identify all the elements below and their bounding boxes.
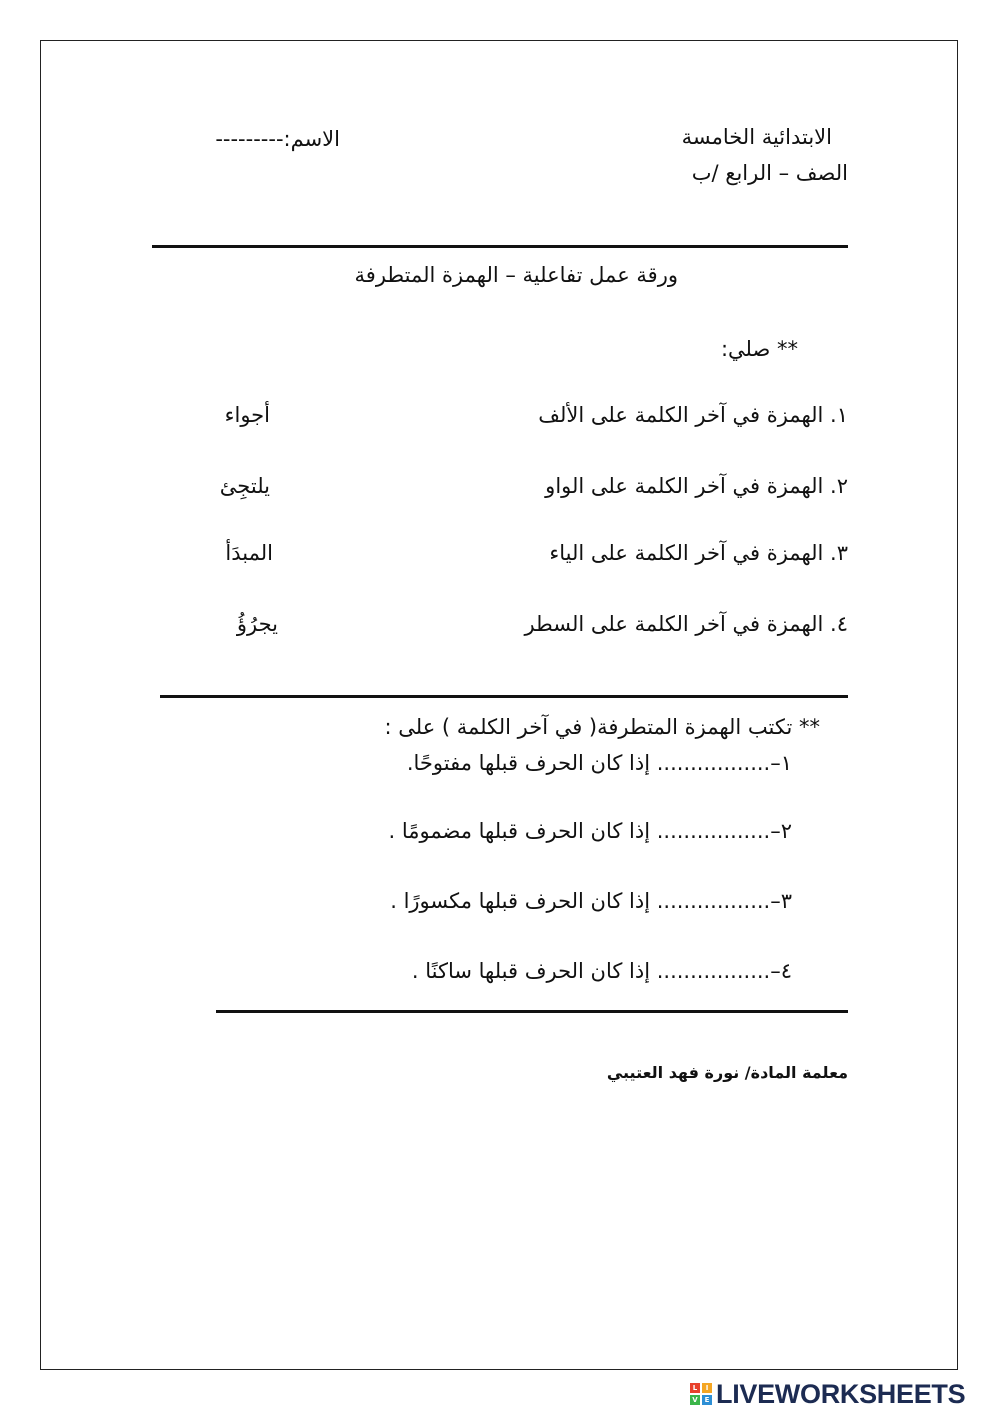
worksheet-title: ورقة عمل تفاعلية – الهمزة المتطرفة	[354, 263, 678, 287]
logo-blocks-icon	[690, 1383, 712, 1405]
fill-item-3[interactable]: ٣–................. إذا كان الحرف قبلها مكسورًا .	[390, 889, 792, 913]
match-word-1[interactable]: أجواء	[224, 403, 270, 427]
logo-block-v: V	[690, 1395, 700, 1405]
student-name-field[interactable]: الاسم:---------	[215, 127, 340, 151]
fill-item-1[interactable]: ١–................. إذا كان الحرف قبلها مفتوحًا.	[406, 751, 792, 775]
class-label: الصف – الرابع /ب	[691, 161, 848, 185]
logo-block-e: E	[702, 1395, 712, 1405]
match-word-2[interactable]: يلتجِئ	[219, 474, 270, 498]
match-item-4[interactable]: ٤. الهمزة في آخر الكلمة على السطر	[524, 612, 848, 636]
school-name: الابتدائية الخامسة	[681, 125, 832, 149]
match-word-4[interactable]: يجرُؤُ	[236, 612, 278, 636]
fill-item-2[interactable]: ٢–................. إذا كان الحرف قبلها مضمومًا .	[388, 819, 792, 843]
match-word-3[interactable]: المبدَأ	[225, 541, 273, 565]
match-item-2[interactable]: ٢. الهمزة في آخر الكلمة على الواو	[545, 474, 848, 498]
divider-top	[152, 245, 848, 248]
divider-middle	[160, 695, 848, 698]
section2-instruction: ** تكتب الهمزة المتطرفة( في آخر الكلمة ) على :	[384, 715, 820, 739]
match-item-3[interactable]: ٣. الهمزة في آخر الكلمة على الياء	[549, 541, 848, 565]
match-item-1[interactable]: ١. الهمزة في آخر الكلمة على الألف	[538, 403, 848, 427]
logo-block-i: I	[702, 1383, 712, 1393]
section1-instruction: ** صلي:	[720, 337, 798, 361]
logo-block-l: L	[690, 1383, 700, 1393]
teacher-signature: معلمة المادة/ نورة فهد العتيبي	[606, 1063, 848, 1082]
liveworksheets-logo[interactable]	[690, 1378, 965, 1410]
worksheet-page	[40, 40, 958, 1370]
divider-bottom	[216, 1010, 848, 1013]
logo-text: LIVEWORKSHEETS	[716, 1378, 966, 1409]
fill-item-4[interactable]: ٤–................. إذا كان الحرف قبلها ساكنًا .	[411, 959, 792, 983]
